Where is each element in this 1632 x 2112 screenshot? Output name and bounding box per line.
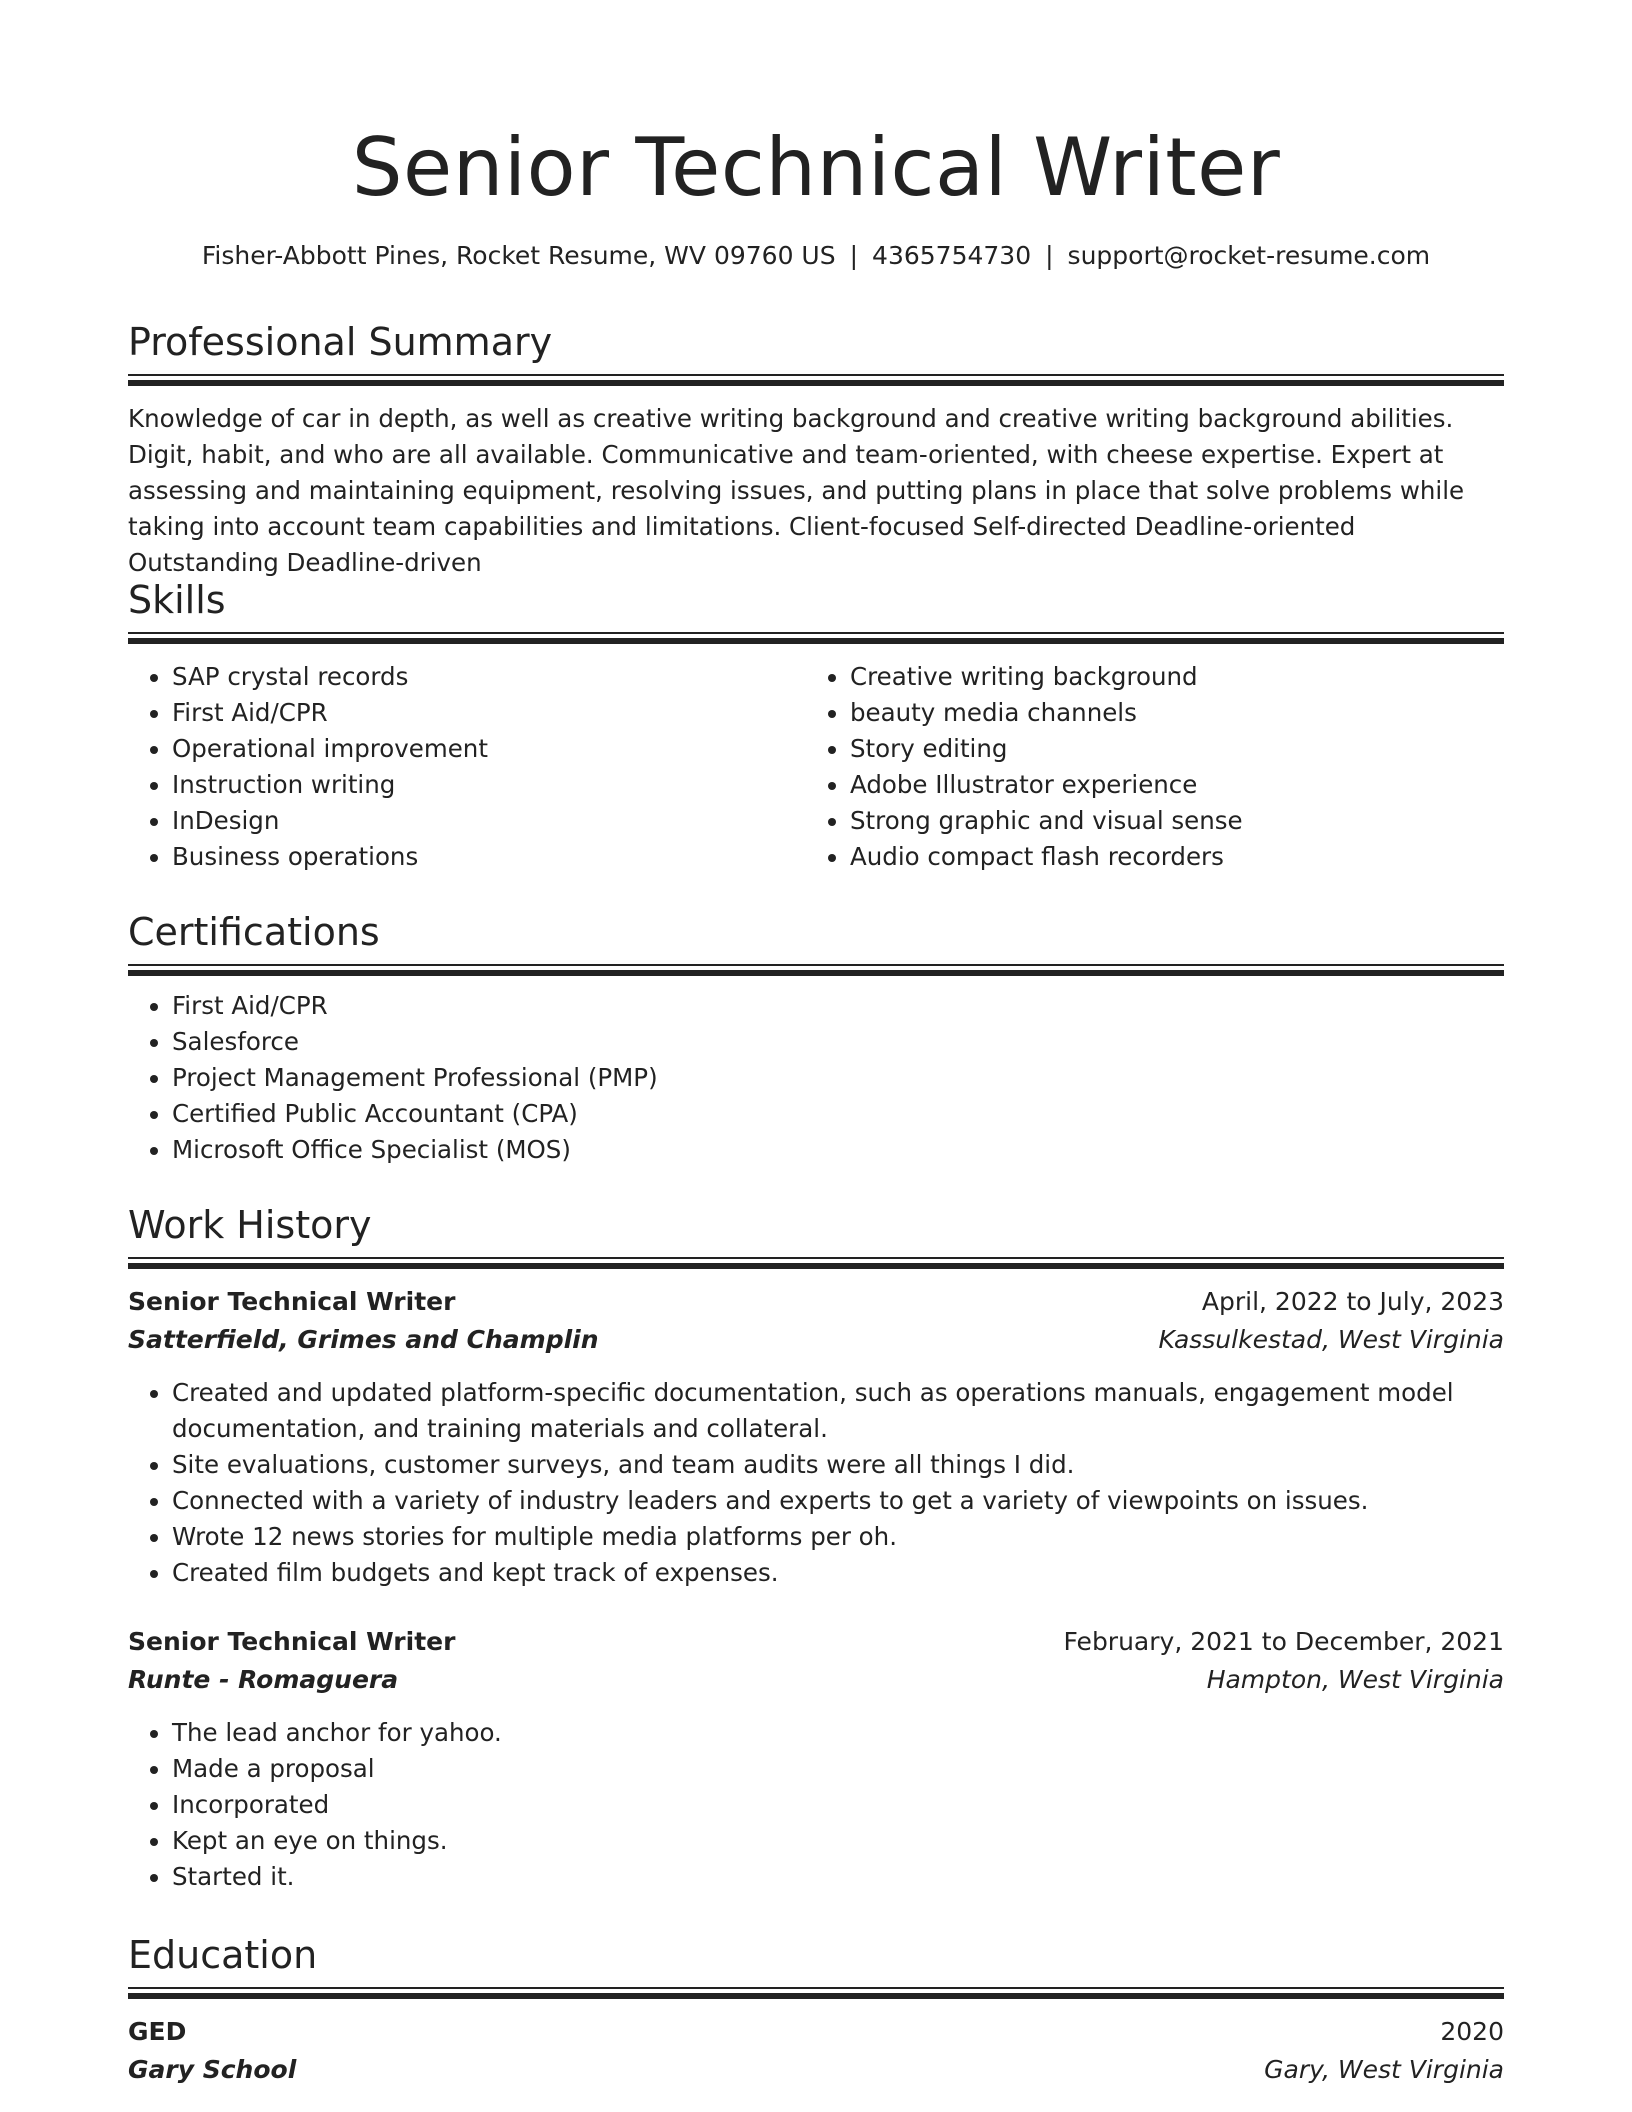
job-location: Kassulkestad, West Virginia <box>1158 1325 1504 1354</box>
certification-item: • Project Management Professional (PMP) <box>172 1060 1504 1096</box>
skill-item: • Creative writing background <box>850 659 1510 695</box>
section-heading: Certifications <box>128 910 380 954</box>
section-divider <box>128 1257 1504 1271</box>
job-duties <box>128 1715 1504 1895</box>
skill-item: • Operational improvement <box>172 731 812 767</box>
contact-line <box>128 240 1504 272</box>
section-divider <box>128 374 1504 388</box>
skill-item: • Audio compact flash recorders <box>850 839 1510 875</box>
job-duty-item: • The lead anchor for yahoo. <box>172 1715 1504 1751</box>
job-duty-item: • Started it. <box>172 1859 1504 1895</box>
education-year: 2020 <box>1440 2017 1504 2046</box>
summary-text: Knowledge of car in depth, as well as creative writing background and creative writing background abilities. Digit, habit, and who are all available. Communicative and team-oriented, with cheese expertise. Expert at assessing and maintaining equipment, resolving issues, and putting plans in place that solve problems while taking into account team capabilities and limitations. Client-focused Self-directed Deadline-oriented Outstanding Deadline-driven <box>128 404 1465 577</box>
skill-item: • Story editing <box>850 731 1510 767</box>
job-duty-item: • Created film budgets and kept track of expenses. <box>172 1555 1504 1591</box>
section-heading: Skills <box>128 578 226 622</box>
contact-separator: | <box>1045 241 1054 270</box>
section-divider <box>128 632 1504 646</box>
certifications-list <box>128 988 1504 1168</box>
certification-item: • Salesforce <box>172 1024 1504 1060</box>
job-header <box>128 1283 1504 1321</box>
job-entry <box>128 1623 1504 1895</box>
job-duty-item: • Connected with a variety of industry leaders and experts to get a variety of viewpoints on issues. <box>172 1483 1504 1519</box>
skill-item: • Instruction writing <box>172 767 812 803</box>
contact-separator: | <box>849 241 859 270</box>
job-entry <box>128 1283 1504 1591</box>
contact-email: support@rocket-resume.com <box>1067 241 1431 270</box>
skill-item: • SAP crystal records <box>172 659 812 695</box>
job-dates: April, 2022 to July, 2023 <box>1201 1287 1504 1316</box>
skills-list-right <box>806 659 1510 875</box>
education-header <box>128 2013 1504 2051</box>
job-duty-item: • Made a proposal <box>172 1751 1504 1787</box>
certification-item: • Certified Public Accountant (CPA) <box>172 1096 1504 1132</box>
section-heading: Professional Summary <box>128 320 553 364</box>
certifications-section <box>128 908 1504 1168</box>
skill-item: • Strong graphic and visual sense <box>850 803 1510 839</box>
job-dates: February, 2021 to December, 2021 <box>1063 1627 1504 1656</box>
job-duty-item: • Created and updated platform-specific documentation, such as operations manuals, engagement model documentation, and training materials and collateral. <box>172 1375 1504 1447</box>
job-subheader <box>128 1661 1504 1699</box>
education-degree: GED <box>128 2017 187 2046</box>
contact-phone: 4365754730 <box>872 241 1032 270</box>
skill-item: • InDesign <box>172 803 812 839</box>
education-entry <box>128 2013 1504 2089</box>
job-duties <box>128 1375 1504 1591</box>
skill-item: • beauty media channels <box>850 695 1510 731</box>
job-duty-item: • Wrote 12 news stories for multiple media platforms per oh. <box>172 1519 1504 1555</box>
education-section <box>128 1931 1504 2089</box>
education-location: Gary, West Virginia <box>1264 2055 1504 2084</box>
job-location: Hampton, West Virginia <box>1206 1665 1504 1694</box>
job-company: Runte - Romaguera <box>128 1665 399 1694</box>
section-heading: Education <box>128 1933 318 1977</box>
education-school: Gary School <box>128 2055 297 2084</box>
summary-section <box>128 318 1504 581</box>
certification-item: • First Aid/CPR <box>172 988 1504 1024</box>
certification-item: • Microsoft Office Specialist (MOS) <box>172 1132 1504 1168</box>
job-header <box>128 1623 1504 1661</box>
job-title: Senior Technical Writer <box>128 1287 456 1316</box>
skills-columns <box>128 659 1504 875</box>
education-subheader <box>128 2051 1504 2089</box>
skills-section <box>128 576 1504 875</box>
skills-list-left <box>128 659 812 875</box>
job-subheader <box>128 1321 1504 1359</box>
skill-item: • Adobe Illustrator experience <box>850 767 1510 803</box>
job-duty-item: • Kept an eye on things. <box>172 1823 1504 1859</box>
section-heading: Work History <box>128 1203 372 1247</box>
skill-item: • First Aid/CPR <box>172 695 812 731</box>
job-title: Senior Technical Writer <box>128 1627 456 1656</box>
contact-address: Fisher-Abbott Pines, Rocket Resume, WV 09760 US <box>201 241 836 270</box>
job-duty-item: • Incorporated <box>172 1787 1504 1823</box>
section-divider <box>128 964 1504 978</box>
skill-item: • Business operations <box>172 839 812 875</box>
job-duty-item: • Site evaluations, customer surveys, and team audits were all things I did. <box>172 1447 1504 1483</box>
job-company: Satterfield, Grimes and Champlin <box>128 1325 599 1354</box>
section-divider <box>128 1987 1504 2001</box>
resume-title: Senior Technical Writer <box>351 121 1281 214</box>
work-history-section <box>128 1201 1504 1895</box>
